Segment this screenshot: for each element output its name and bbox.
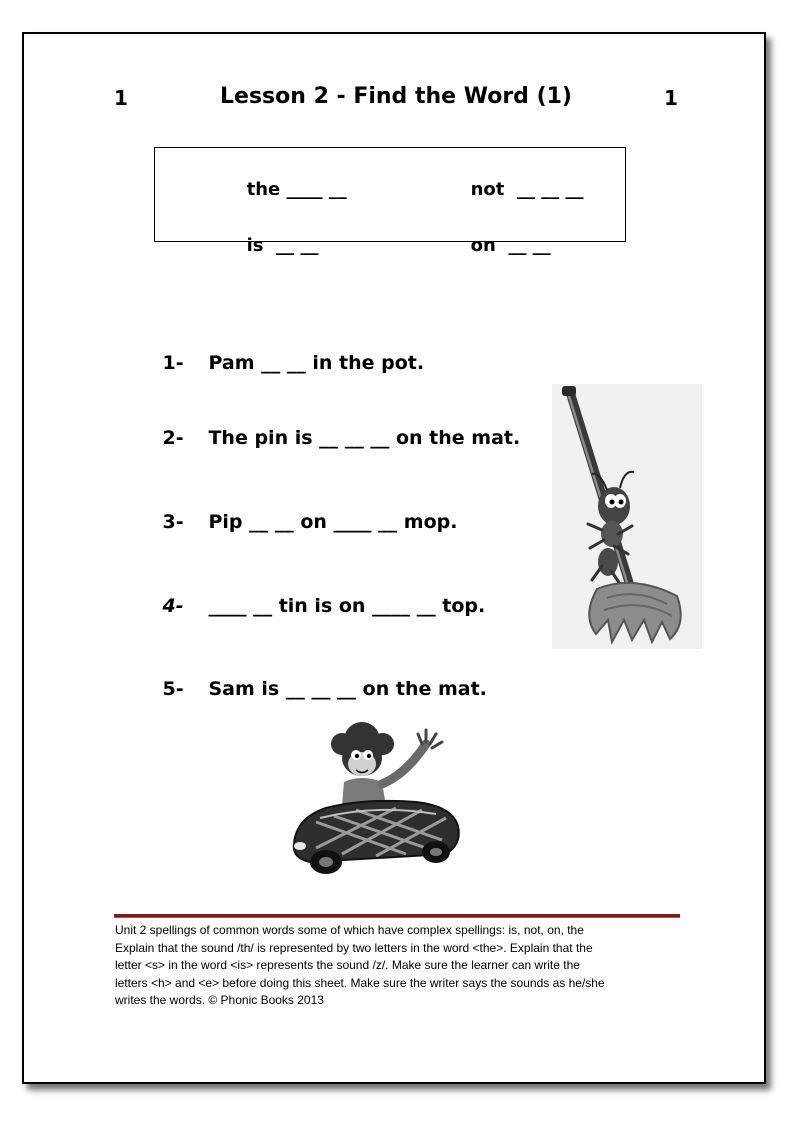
word-item-blanks: __ __ __ — [510, 179, 584, 200]
teacher-note-line: writes the words. © Phonic Books 2013 — [115, 993, 324, 1008]
teacher-note-line: Explain that the sound /th/ is represented by two letters in the word <the>. Explain that the — [115, 940, 593, 955]
question-text: Sam is __ __ __ on the mat. — [208, 678, 487, 700]
question-5 — [136, 656, 487, 722]
question-1 — [136, 330, 424, 396]
teacher-note-line: Unit 2 spellings of common words some of which have complex spellings: is, not, on, the — [115, 923, 584, 937]
worksheet-page — [22, 32, 766, 1084]
word-item-word: is — [246, 235, 264, 256]
footer-divider — [114, 914, 680, 918]
question-number: 4- — [162, 595, 184, 617]
word-item-blanks: __ __ — [269, 235, 319, 256]
question-text: The pin is __ __ __ on the mat. — [208, 427, 521, 449]
question-number: 3- — [162, 511, 184, 533]
page-number-left: 1 — [114, 86, 128, 110]
question-4 — [136, 573, 485, 639]
word-item-word: not — [470, 179, 505, 200]
word-item-word: the — [246, 179, 281, 200]
teacher-notes — [115, 922, 685, 1010]
teacher-note-line: letter <s> in the word <is> represents the sound /z/. Make sure the learner can write the — [115, 958, 580, 973]
ant-on-mop-illustration — [552, 384, 702, 649]
word-item-blanks: ____ __ — [286, 179, 347, 200]
word-box — [154, 147, 626, 256]
question-text: ____ __ tin is on ____ __ top. — [208, 595, 486, 617]
page-title: Lesson 2 - Find the Word (1) — [220, 84, 572, 109]
question-text: Pip __ __ on ____ __ mop. — [208, 511, 458, 533]
word-item — [433, 214, 551, 277]
question-3 — [136, 489, 457, 555]
word-item-blanks: __ __ — [502, 235, 551, 256]
word-item-word: on — [470, 235, 496, 256]
question-number: 1- — [162, 352, 184, 374]
teacher-note-line: letters <h> and <e> before doing this sheet. Make sure the writer says the sounds as he/she — [115, 975, 605, 990]
word-item — [433, 158, 584, 221]
question-text: Pam __ __ in the pot. — [208, 352, 425, 374]
monkey-in-car-illustration — [286, 722, 468, 882]
question-2 — [136, 405, 520, 471]
word-item — [209, 158, 347, 221]
page-number-right: 1 — [664, 86, 678, 110]
question-number: 2- — [162, 427, 184, 449]
word-item — [209, 214, 318, 277]
question-number: 5- — [162, 678, 184, 700]
